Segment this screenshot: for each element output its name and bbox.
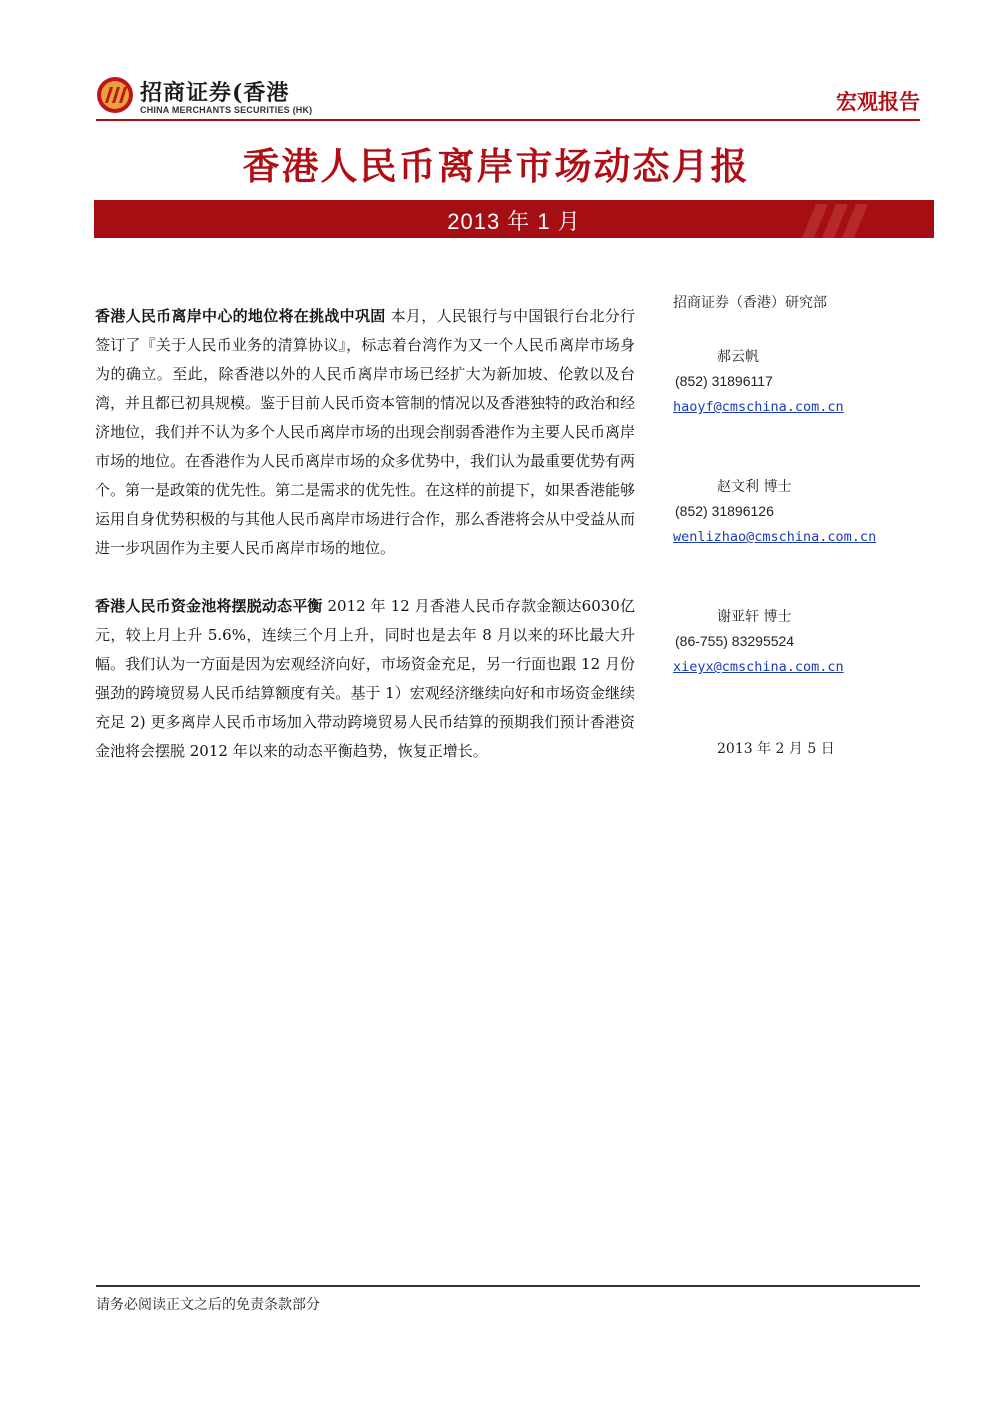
date-banner	[94, 200, 934, 238]
analyst-phone: (86-755) 83295524	[675, 633, 795, 649]
report-period: 2013 年 1 月	[447, 209, 581, 234]
analyst-name: 赵文利 博士	[717, 479, 792, 495]
analyst-phone: (852) 31896117	[675, 373, 773, 389]
analyst-email-link[interactable]: xieyx@cmschina.com.cn	[673, 659, 844, 675]
analyst-name: 谢亚轩 博士	[717, 609, 792, 625]
logo-emblem-icon	[96, 76, 134, 114]
logo-english-name: CHINA MERCHANTS SECURITIES (HK)	[140, 105, 313, 115]
header-divider	[96, 119, 920, 121]
disclaimer-notice: 请务必阅读正文之后的免责条款部分	[96, 1297, 320, 1313]
paragraph-lead: 香港人民币资金池将摆脱动态平衡	[95, 597, 323, 615]
analyst-email-link[interactable]: haoyf@cmschina.com.cn	[673, 399, 844, 415]
analyst-email-link[interactable]: wenlizhao@cmschina.com.cn	[673, 529, 877, 545]
paragraph-text: 2012 年 12 月香港人民币存款金额达6030亿元，较上月上升 5.6%，连续三个月上升，同时也是去年 8 月以来的环比最大升幅。我们认为一方面是因为宏观经济向好，市场资金充足，另一行面也跟 12 月份强劲的跨境贸易人民币结算额度有关。基于 1）宏观经济继续向好和市场资金继续充足 2) 更多离岸人民币市场加入带动跨境贸易人民币结算的预期我们预计香港资金池将会摆脱 2012 年以来的动态平衡趋势，恢复正增长。	[95, 597, 635, 760]
footer-divider	[96, 1285, 920, 1287]
analyst-name: 郝云帆	[717, 349, 759, 365]
paragraph-liquidity-pool	[95, 592, 635, 766]
research-department: 招商证券（香港）研究部	[673, 295, 827, 311]
analyst-phone: (852) 31896126	[675, 503, 774, 519]
report-date: 2013 年 2 月 5 日	[717, 741, 835, 757]
paragraph-text: 本月，人民银行与中国银行台北分行签订了『关于人民币业务的清算协议』，标志着台湾作为又一个人民币离岸市场身为的确立。至此，除香港以外的人民币离岸市场已经扩大为新加坡、伦敦以及台湾，并且都已初具规模。鉴于目前人民币资本管制的情况以及香港独特的政治和经济地位，我们并不认为多个人民币离岸市场的出现会削弱香港作为主要人民币离岸市场的地位。在香港作为人民币离岸市场的众多优势中，我们认为最重要优势有两个。第一是政策的优先性。第二是需求的优先性。在这样的前提下，如果香港能够运用自身优势积极的与其他人民币离岸市场进行合作，那么香港将会从中受益从而进一步巩固作为主要人民币离岸市场的地位。	[95, 307, 636, 557]
report-body	[95, 302, 635, 766]
paragraph-offshore-center	[95, 302, 635, 563]
company-logo	[96, 72, 346, 122]
report-title: 香港人民币离岸市场动态月报	[242, 144, 750, 188]
logo-chinese-name: 招商证券(香港	[140, 80, 290, 106]
report-type-label: 宏观报告	[836, 89, 920, 114]
paragraph-lead: 香港人民币离岸中心的地位将在挑战中巩固	[95, 307, 386, 325]
